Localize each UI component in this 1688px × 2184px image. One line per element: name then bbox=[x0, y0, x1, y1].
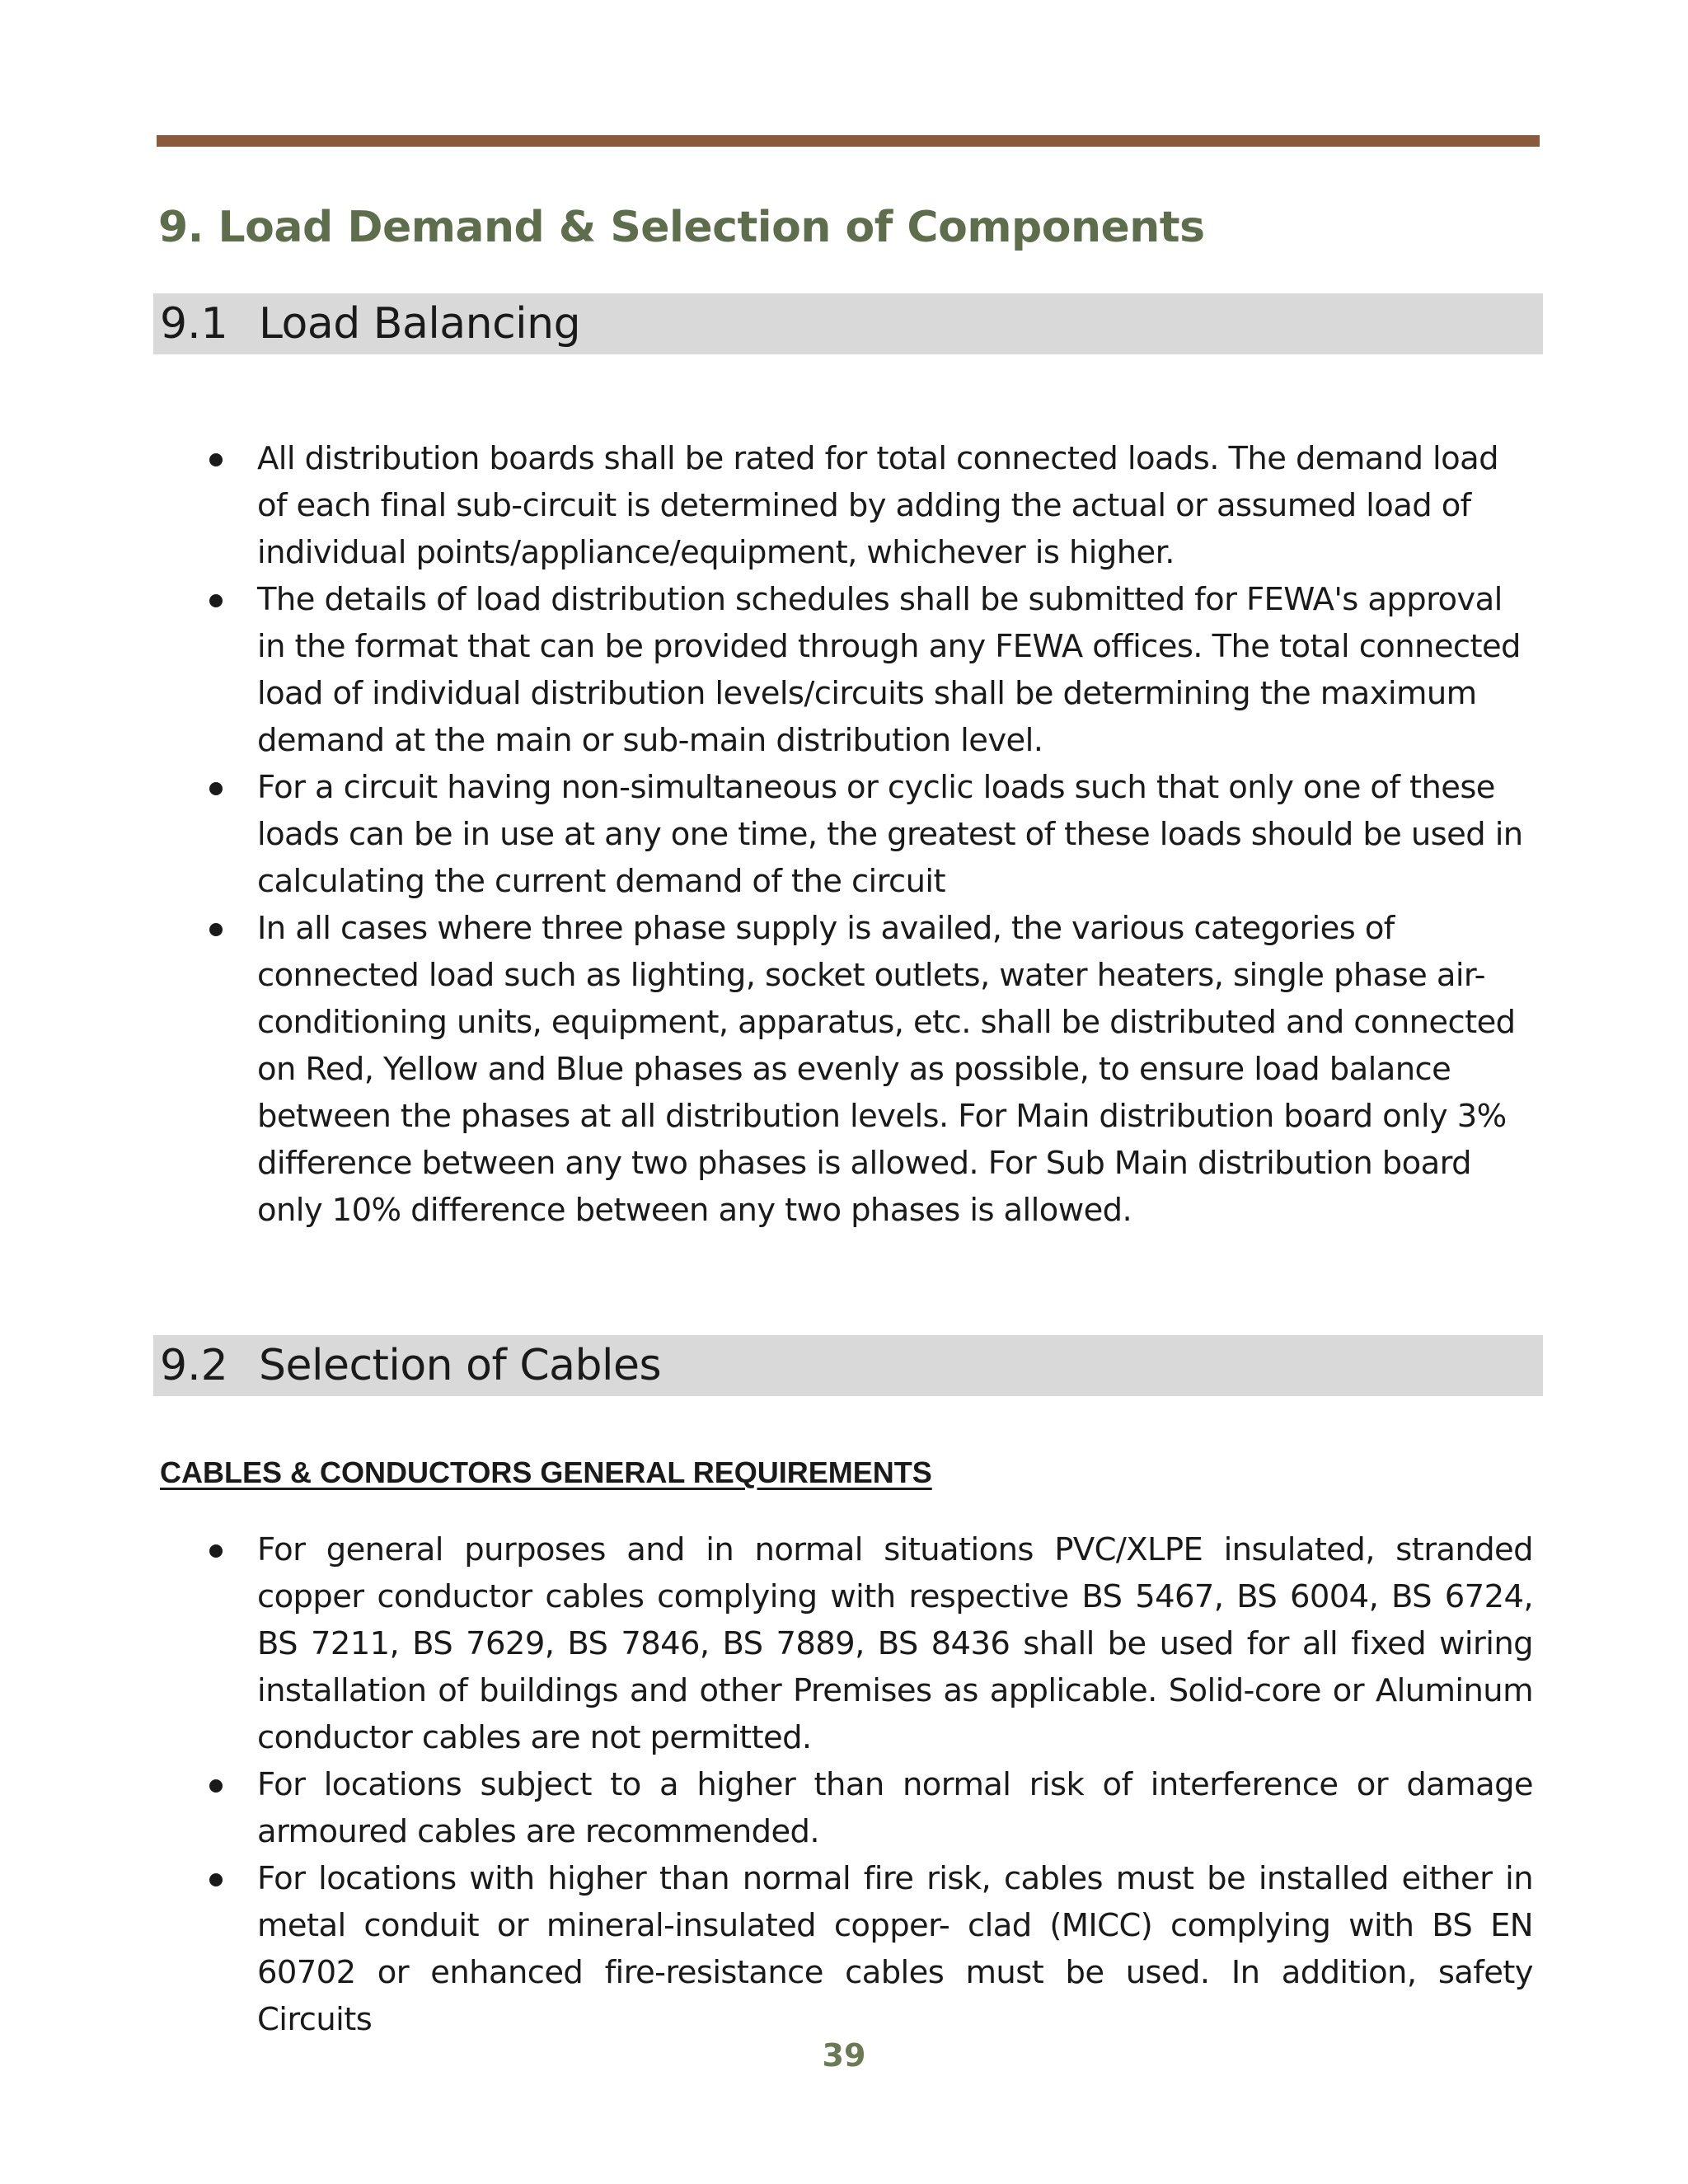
section-title: Load Balancing bbox=[259, 299, 581, 349]
section-heading-9-2 bbox=[153, 1335, 1543, 1396]
page-number: 39 bbox=[822, 2037, 866, 2074]
bullet-icon bbox=[209, 1779, 223, 1793]
section-heading-9-1 bbox=[153, 293, 1543, 354]
bullet-icon bbox=[209, 923, 223, 936]
list-item-text: All distribution boards shall be rated for total connected loads. The demand load of each final sub-circuit is determined by adding the actual or assumed load of individual points/appliance/equipment, whichever is higher. bbox=[257, 440, 1498, 571]
bullet-icon bbox=[209, 1544, 223, 1558]
list-item bbox=[0, 1526, 1688, 1761]
list-item-text: For locations with higher than normal fire risk, cables must be installed either in metal conduit or mineral-insulated copper- clad (MICC) complying with BS EN 60702 or enhanced fire-resistance cables must be used. In addition, safety Circuits bbox=[257, 1860, 1533, 2038]
bullet-icon bbox=[209, 453, 223, 466]
section-title: Selection of Cables bbox=[259, 1341, 662, 1390]
list-item bbox=[0, 1761, 1688, 1855]
list-item bbox=[0, 576, 1688, 764]
bullet-icon bbox=[209, 782, 223, 795]
load-balancing-list bbox=[0, 435, 1688, 1234]
list-item bbox=[0, 1855, 1688, 2043]
list-item-text: For locations subject to a higher than normal risk of interference or damage armoured cables are recommended. bbox=[257, 1766, 1533, 1850]
section-number: 9.1 bbox=[160, 299, 228, 349]
cable-selection-list bbox=[0, 1526, 1688, 2043]
list-item-text: The details of load distribution schedules shall be submitted for FEWA's approval in the format that can be provided through any FEWA offices. The total connected load of individual distribution levels/circuits shall be determining the maximum demand at the main or sub-main distribution level. bbox=[257, 581, 1521, 759]
bullet-icon bbox=[209, 1873, 223, 1886]
list-item bbox=[0, 905, 1688, 1234]
chapter-title: 9. Load Demand & Selection of Components bbox=[158, 203, 1205, 252]
list-item-text: For a circuit having non-simultaneous or cyclic loads such that only one of these loads can be in use at any one time, the greatest of these loads should be used in calculating the current demand of the circuit bbox=[257, 769, 1523, 900]
cables-requirements-subheading: CABLES & CONDUCTORS GENERAL REQUIREMENTS bbox=[160, 1455, 932, 1489]
bullet-icon bbox=[209, 594, 223, 607]
list-item bbox=[0, 764, 1688, 905]
header-rule bbox=[157, 135, 1540, 147]
section-number: 9.2 bbox=[160, 1341, 228, 1390]
list-item-text: In all cases where three phase supply is availed, the various categories of connected load such as lighting, socket outlets, water heaters, single phase air-conditioning units, equipment, apparatus, etc. shall be distributed and connected on Red, Yellow and Blue phases as evenly as possible, to ensure load balance between the phases at all distribution levels. For Main distribution board only 3% difference between any two phases is allowed. For Sub Main distribution board only 10% difference between any two phases is allowed. bbox=[257, 910, 1516, 1229]
list-item bbox=[0, 435, 1688, 576]
list-item-text: For general purposes and in normal situations PVC/XLPE insulated, stranded copper conductor cables complying with respective BS 5467, BS 6004, BS 6724, BS 7211, BS 7629, BS 7846, BS 7889, BS 8436 shall be used for all fixed wiring installation of buildings and other Premises as applicable. Solid-core or Aluminum conductor cables are not permitted. bbox=[257, 1531, 1533, 1756]
